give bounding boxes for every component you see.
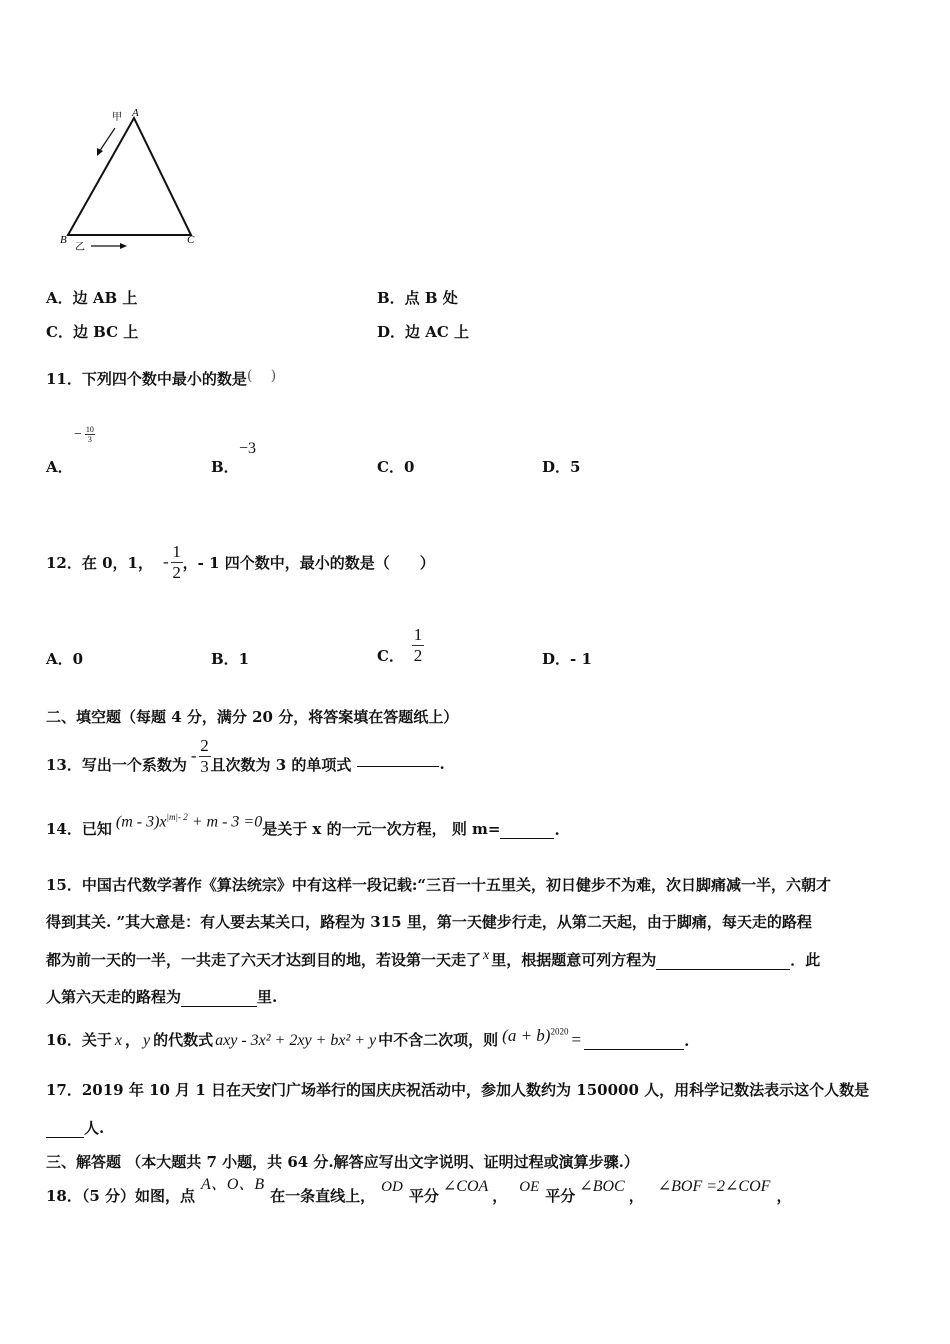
arrow-jia-head <box>97 148 103 156</box>
q15-day6-blank[interactable] <box>181 1006 257 1007</box>
q12-c-num: 1 <box>413 624 423 644</box>
q16-mid: 的代数式 <box>153 1031 214 1049</box>
q15-line-2: 得到其关. ”其大意是：有人要去某关口，路程为 315 里，第一天健步行走，从第二天起，由于脚痛，每天走的路程 <box>46 913 812 931</box>
q12-neg: - <box>162 552 169 571</box>
q12-option-c <box>377 621 424 669</box>
q13-post: 且次数为 3 的单项式 <box>210 755 352 774</box>
q12-c-den: 2 <box>413 645 423 665</box>
q14-answer-blank[interactable] <box>500 838 554 839</box>
q16-y: y <box>143 1032 151 1049</box>
label-jia: 甲 <box>112 112 122 123</box>
q13-pre: 13．写出一个系数为 <box>46 755 187 774</box>
triangle-figure <box>55 100 215 260</box>
q15-line4-pre: 人第六天走的路程为 <box>46 988 182 1006</box>
label-yi: 乙 <box>75 242 85 253</box>
q11-a-minus: − <box>74 426 82 442</box>
q16-end: . <box>684 1032 690 1050</box>
q17-line2-end: 人. <box>84 1119 105 1137</box>
q12-c-fraction <box>412 625 424 666</box>
q15-x: x <box>483 948 490 963</box>
q14-eq-rest: + m - 3 =0 <box>191 813 263 830</box>
q16-comma: ， <box>124 1031 140 1049</box>
q14-eq <box>116 812 262 831</box>
q13-den: 3 <box>200 756 209 776</box>
q13-answer-blank[interactable] <box>357 766 439 767</box>
q12-stem-pre: 12．在 0，1， <box>46 553 153 572</box>
q18-coa: ∠COA <box>442 1178 489 1195</box>
q17-line-1: 17．2019 年 10 月 1 日在天安门广场举行的国庆庆祝活动中，参加人数约为 150000 人，用科学记数法表示这个人数是 <box>46 1081 870 1099</box>
q11-option-b-value: −3 <box>239 440 257 457</box>
q11-stem-text: 11．下列四个数中最小的数是 <box>46 370 247 388</box>
q11-a-fraction <box>85 425 95 444</box>
q14-pre: 14．已知 <box>46 820 112 838</box>
q15-line3-mid: 里，根据题意可列方程为 <box>491 951 657 969</box>
q18-pre: 18．（5 分）如图，点 <box>46 1187 196 1205</box>
q18-od: OD <box>381 1179 403 1195</box>
q15-line-1: 15．中国古代数学著作《算法统宗》中有这样一段记载:“三百一十五里关，初日健步不为难，次日脚痛减一半，六朝才 <box>46 876 832 894</box>
q16-expr2-base: (a + b) <box>502 1026 551 1045</box>
q13 <box>46 730 445 782</box>
vertex-label-a: A <box>132 107 139 119</box>
q14-exponent: |m|- 2 <box>166 811 188 822</box>
q18-c2: ， <box>628 1187 644 1205</box>
arrow-yi-head <box>120 243 127 249</box>
q18-boc: ∠BOC <box>579 1178 625 1195</box>
q14-eq-main: (m - 3)x <box>115 813 167 830</box>
q12-stem-post: ，- 1 四个数中，最小的数是（ ） <box>182 553 435 572</box>
q14-post: 是关于 x 的一元一次方程， 则 m= <box>262 820 501 838</box>
vertex-label-c: C <box>187 234 195 246</box>
q18-mid1: 在一条直线上， <box>270 1187 376 1205</box>
q15-line-4 <box>46 986 277 1007</box>
q18 <box>46 1170 791 1206</box>
q12-stem <box>46 537 435 587</box>
q13-num: 2 <box>200 735 209 755</box>
q11-paren: ( ) <box>246 368 277 384</box>
q14-end: . <box>554 821 560 839</box>
q11-stem <box>46 368 276 389</box>
q12-fraction <box>171 542 183 583</box>
q18-relation: ∠BOF =2∠COF <box>657 1178 771 1195</box>
q17-answer-blank[interactable] <box>46 1137 84 1138</box>
q18-c3: ， <box>776 1187 792 1205</box>
q13-fraction <box>199 736 211 777</box>
section-3-heading: 三、解答题 （本大题共 7 小题，共 64 分.解答应写出文字说明、证明过程或演算步骤.） <box>46 1153 639 1171</box>
q12-den: 2 <box>172 562 181 582</box>
q11-option-a-label: A． <box>46 458 73 476</box>
q12-option-b: B．1 <box>211 650 250 668</box>
q11-a-num: 10 <box>85 425 94 434</box>
q18-ping1: 平分 <box>408 1187 439 1205</box>
q14 <box>46 811 560 839</box>
q18-c1: ， <box>492 1187 508 1205</box>
q13-end: . <box>439 755 445 773</box>
q12-num: 1 <box>172 541 181 561</box>
q15-line3-end: ．此 <box>790 951 821 969</box>
q10-option-d: D．边 AC 上 <box>377 323 470 341</box>
q16-expr2 <box>502 1026 568 1046</box>
q15-line3-pre: 都为前一天的一半，一共走了六天才达到目的地，若设第一天走了 <box>46 951 482 969</box>
q16-answer-blank[interactable] <box>584 1049 684 1050</box>
q16-expr: axy - 3x² + 2xy + bx² + y <box>215 1032 377 1049</box>
q16-x: x <box>114 1032 122 1049</box>
q18-ping2: 平分 <box>545 1187 576 1205</box>
q17-line-2 <box>46 1117 104 1138</box>
q10-option-b: B．点 B 处 <box>377 289 458 307</box>
q16-post: 中不含二次项，则 <box>378 1031 499 1049</box>
q11-option-c: C．0 <box>377 458 415 476</box>
q10-option-c: C．边 BC 上 <box>46 323 139 341</box>
vertex-label-b: B <box>60 234 67 246</box>
q13-neg: - <box>190 746 197 765</box>
q16-pre: 16．关于 <box>46 1031 112 1049</box>
q12-option-a: A．0 <box>46 650 84 668</box>
q11-option-a-value <box>74 425 95 444</box>
section-2-heading: 二、填空题（每题 4 分，满分 20 分，将答案填在答题纸上） <box>46 708 459 726</box>
q10-option-a: A．边 AB 上 <box>46 289 138 307</box>
q12-c-label: C． <box>377 646 404 665</box>
q18-oe: OE <box>519 1179 540 1195</box>
q15-line-3 <box>46 949 820 970</box>
q16-eq: = <box>571 1030 582 1049</box>
q11-option-b-label: B． <box>211 458 239 476</box>
q11-option-d: D．5 <box>542 458 581 476</box>
q18-points: A、O、B <box>201 1176 265 1193</box>
q12-option-d: D．- 1 <box>542 650 592 668</box>
arrow-jia-line <box>99 128 115 152</box>
q15-equation-blank[interactable] <box>656 969 790 970</box>
q16 <box>46 1020 689 1050</box>
q11-a-den: 3 <box>87 435 92 444</box>
q16-exponent: 2020 <box>550 1026 569 1037</box>
q15-line4-end: 里. <box>257 988 278 1006</box>
triangle-abc <box>68 118 191 235</box>
